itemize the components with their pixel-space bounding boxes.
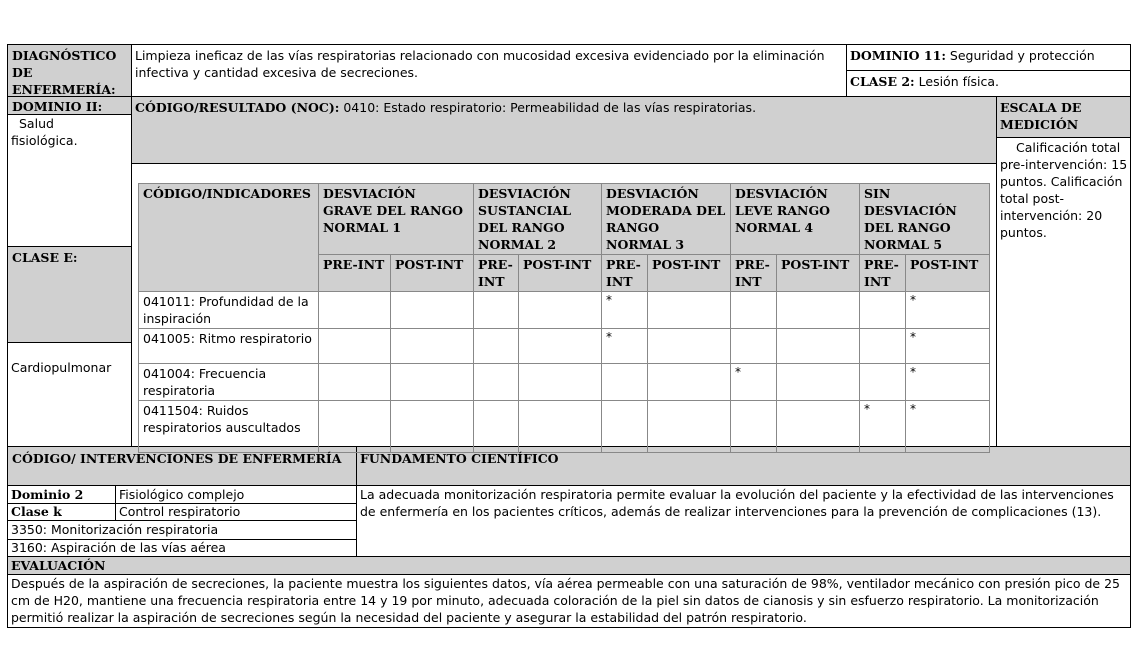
- intervencion-dominio-value: Fisiológico complejo: [119, 487, 245, 502]
- mark-cell: [319, 329, 391, 364]
- mark-cell: *: [906, 401, 990, 453]
- noc-label: CÓDIGO/RESULTADO (NOC):: [135, 100, 340, 115]
- mark-cell: [860, 292, 906, 329]
- mark-cell: [519, 401, 602, 453]
- dominio2-label: DOMINIO II:: [12, 99, 103, 114]
- escala-text: Calificación total pre-intervención: 15 puntos. Calificación total post-intervención: 20 puntos.: [1000, 140, 1128, 240]
- column-header-5: SIN DESVIACIÓN DEL RANGO NORMAL 5: [860, 184, 990, 255]
- grid-line: [996, 137, 1131, 138]
- mark-cell: [474, 292, 519, 329]
- indicators-header: CÓDIGO/INDICADORES: [139, 184, 319, 292]
- mark-cell: [777, 292, 860, 329]
- pre-int-header: PRE-INT: [860, 255, 906, 292]
- mark-cell: [391, 364, 474, 401]
- evaluacion-label: EVALUACIÓN: [11, 558, 106, 573]
- noc-result: [131, 97, 996, 118]
- noc-value: 0410: Estado respiratorio: Permeabilidad de las vías respiratorias.: [339, 100, 757, 115]
- pre-int-header: PRE-INT: [731, 255, 777, 292]
- grid-line: [131, 163, 996, 164]
- mark-cell: [648, 292, 731, 329]
- escala-label: ESCALA DE MEDICIÓN: [1000, 100, 1082, 132]
- mark-cell: [391, 329, 474, 364]
- mark-cell: *: [860, 401, 906, 453]
- indicator-cell: 041004: Frecuencia respiratoria: [139, 364, 319, 401]
- dominio11: [846, 45, 1131, 66]
- post-int-header: POST-INT: [906, 255, 990, 292]
- mark-cell: [602, 401, 648, 453]
- evaluacion-text: Después de la aspiración de secreciones, la paciente muestra los siguientes datos, vía aérea permeable con una saturación de 98%, ventilador mecánico con presión pico de 25 cm de H20, mantiene una frecuencia respiratoria entre 14 y 19 por minuto, adecuada coloración de la piel sin datos de cianosis y sin esfuerzo respiratorio. La monitorización permitió realizar la aspiración de secreciones según la necesidad del paciente y asegurar la estabilidad del patrón respiratorio.: [11, 576, 1120, 625]
- mark-cell: [474, 401, 519, 453]
- post-int-header: POST-INT: [777, 255, 860, 292]
- diagnostico-label: DIAGNÓSTICO DE ENFERMERÍA:: [12, 48, 117, 97]
- mark-cell: *: [906, 292, 990, 329]
- fundamento-text: La adecuada monitorización respiratoria permite evaluar la evolución del paciente y la efectividad de las intervenciones de enfermería en los pacientes críticos, además de realizar intervenciones para la prevención de complicaciones (13).: [360, 487, 1114, 519]
- column-header-2: DESVIACIÓN SUSTANCIAL DEL RANGO NORMAL 2: [474, 184, 602, 255]
- intervencion-dominio-label: Dominio 2: [11, 487, 84, 502]
- mark-cell: [731, 292, 777, 329]
- intervencion-item: 3160: Aspiración de las vías aérea: [11, 540, 226, 555]
- post-int-header: POST-INT: [648, 255, 731, 292]
- table-row: [139, 329, 990, 364]
- diagnostico-text: Limpieza ineficaz de las vías respiratorias relacionado con mucosidad excesiva evidenciado por la eliminación infectiva y cantidad excesiva de secreciones.: [135, 48, 825, 80]
- mark-cell: *: [731, 364, 777, 401]
- mark-cell: [777, 329, 860, 364]
- column-header-4: DESVIACIÓN LEVE RANGO NORMAL 4: [731, 184, 860, 255]
- column-header-3: DESVIACIÓN MODERADA DEL RANGO NORMAL 3: [602, 184, 731, 255]
- dominio11-value: Seguridad y protección: [945, 48, 1095, 63]
- clase2-label: CLASE 2:: [850, 74, 915, 89]
- mark-cell: [648, 364, 731, 401]
- dominio2-value: Salud fisiológica.: [11, 116, 78, 148]
- intervencion-clase-value: Control respiratorio: [119, 504, 241, 519]
- clase2-value: Lesión física.: [914, 74, 999, 89]
- mark-cell: [519, 292, 602, 329]
- post-int-header: POST-INT: [519, 255, 602, 292]
- mark-cell: [319, 401, 391, 453]
- mark-cell: [319, 292, 391, 329]
- mark-cell: [519, 364, 602, 401]
- clase-e-label: CLASE E:: [12, 250, 78, 265]
- pre-int-header: PRE-INT: [319, 255, 391, 292]
- mark-cell: *: [906, 364, 990, 401]
- pre-int-header: PRE-INT: [474, 255, 519, 292]
- fundamento-label: FUNDAMENTO CIENTÍFICO: [360, 451, 559, 466]
- mark-cell: [731, 401, 777, 453]
- intervencion-clase-label: Clase k: [11, 504, 62, 519]
- grid-line: [115, 485, 116, 520]
- mark-cell: [648, 401, 731, 453]
- intervencion-item: 3350: Monitorización respiratoria: [11, 522, 219, 537]
- mark-cell: [391, 292, 474, 329]
- mark-cell: *: [602, 292, 648, 329]
- mark-cell: [519, 329, 602, 364]
- pre-int-header: PRE-INT: [602, 255, 648, 292]
- mark-cell: [474, 329, 519, 364]
- indicator-cell: 041011: Profundidad de la inspiración: [139, 292, 319, 329]
- indicators-table: [138, 183, 990, 453]
- table-row: [139, 401, 990, 453]
- post-int-header: POST-INT: [391, 255, 474, 292]
- grid-line: [7, 342, 131, 343]
- table-row: [139, 364, 990, 401]
- indicator-cell: 041005: Ritmo respiratorio: [139, 329, 319, 364]
- mark-cell: *: [906, 329, 990, 364]
- mark-cell: [860, 329, 906, 364]
- intervenciones-label: CÓDIGO/ INTERVENCIONES DE ENFERMERÍA: [12, 451, 342, 466]
- indicator-cell: 0411504: Ruidos respiratorios auscultados: [139, 401, 319, 453]
- column-header-1: DESVIACIÓN GRAVE DEL RANGO NORMAL 1: [319, 184, 474, 255]
- mark-cell: [391, 401, 474, 453]
- table-row: [139, 292, 990, 329]
- mark-cell: [602, 364, 648, 401]
- mark-cell: [777, 364, 860, 401]
- mark-cell: *: [602, 329, 648, 364]
- dominio11-label: DOMINIO 11:: [850, 48, 946, 63]
- grid-line: [996, 96, 997, 447]
- mark-cell: [777, 401, 860, 453]
- mark-cell: [319, 364, 391, 401]
- mark-cell: [648, 329, 731, 364]
- clase2: [846, 71, 1131, 92]
- clase-e-value: Cardiopulmonar: [11, 360, 112, 375]
- mark-cell: [474, 364, 519, 401]
- mark-cell: [731, 329, 777, 364]
- mark-cell: [860, 364, 906, 401]
